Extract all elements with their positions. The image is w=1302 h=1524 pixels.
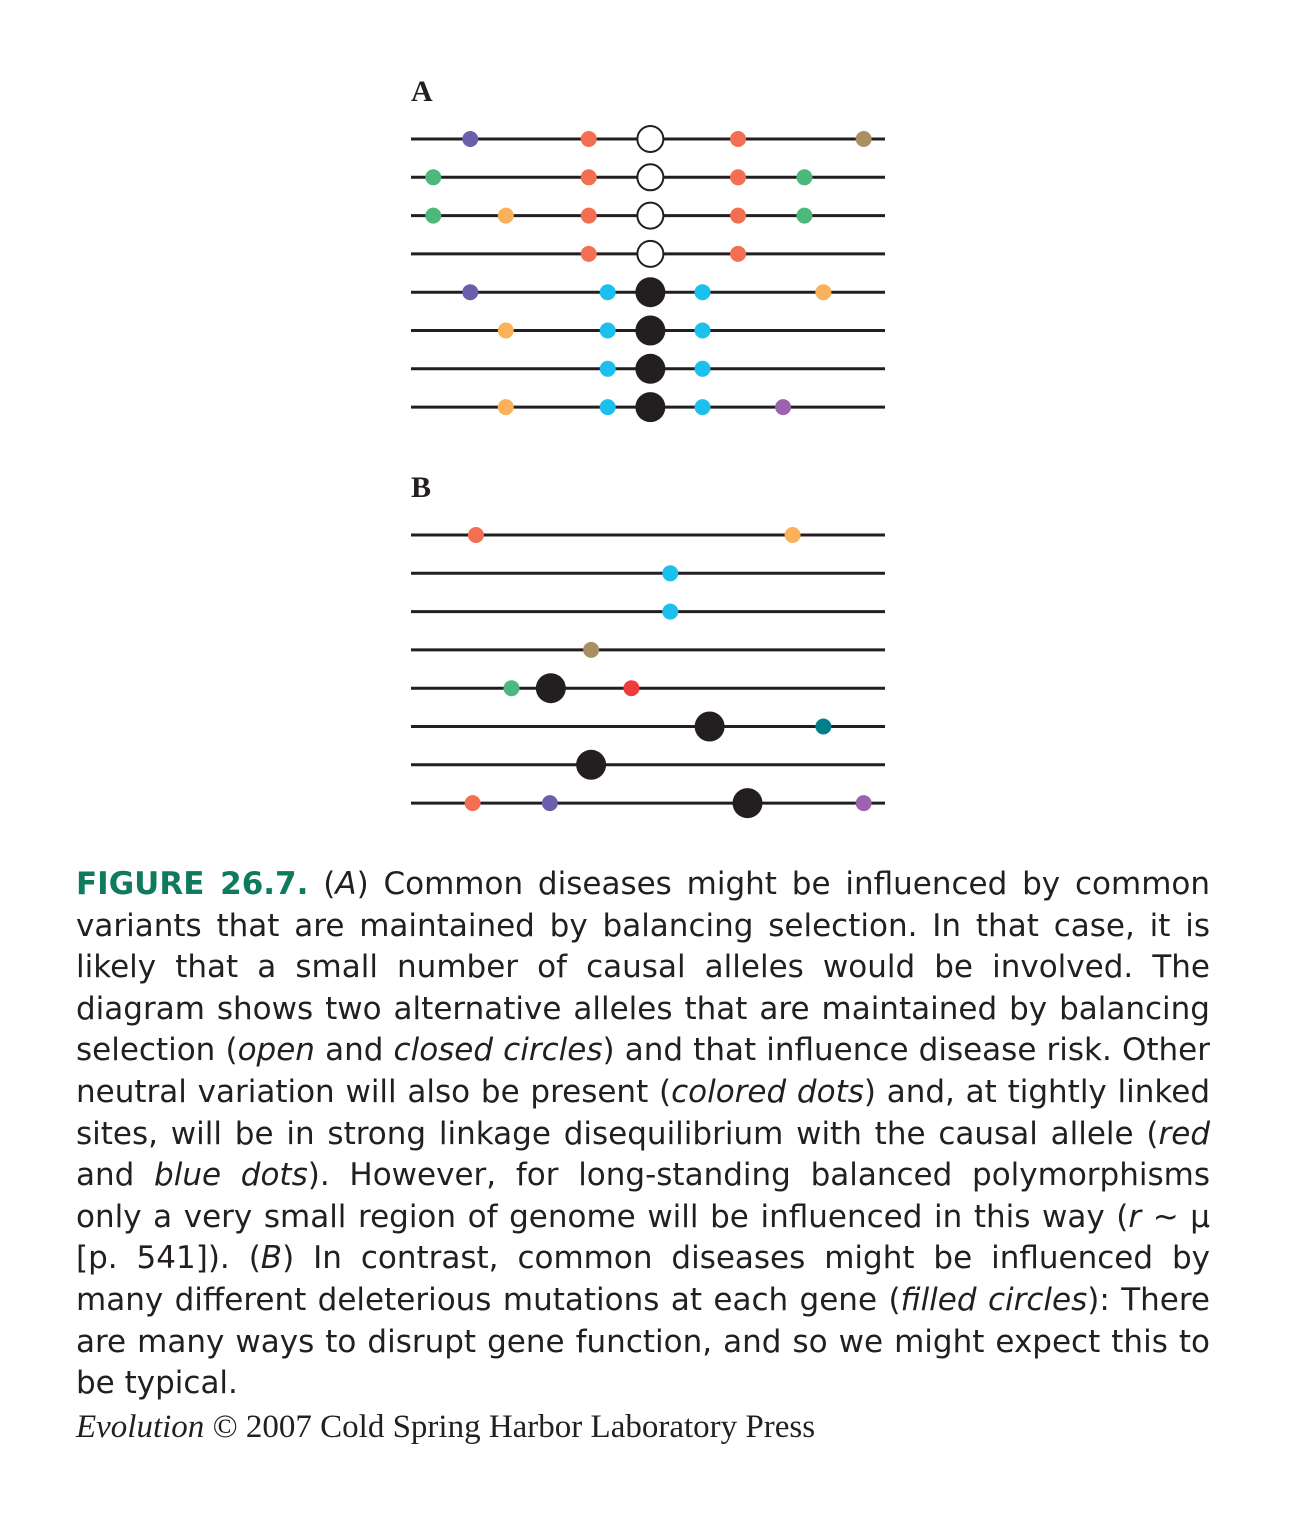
variant-dot [662, 565, 678, 581]
closed-circle-allele [576, 750, 606, 780]
caption-italic-text: closed circles [393, 1032, 603, 1069]
variant-dot [856, 131, 872, 147]
variant-dot [462, 131, 478, 147]
variant-dot [796, 169, 812, 185]
caption-italic-text: colored dots [671, 1073, 864, 1110]
variant-dot [600, 284, 616, 300]
caption-italic-text: B [260, 1240, 283, 1277]
caption-text: ). However, for long-standing balanced polymorphisms only a very small region of genome will be influenced in this way ( [76, 1157, 1210, 1235]
caption-text: ) In contrast, common diseases might be influenced by many different deleterious mutations at each gene ( [76, 1240, 1210, 1318]
variant-dot [425, 169, 441, 185]
variant-dot [623, 680, 639, 696]
panel-b-label: B [411, 471, 432, 504]
closed-circle-allele [635, 277, 665, 307]
caption-text: ) Common diseases might be influenced by common variants that are maintained by balancing selection. In that case, it is likely that a small number of causal alleles would be involved. The diagram shows two alternative alleles that are maintained by balancing selection ( [76, 866, 1211, 1069]
variant-dot [695, 323, 711, 339]
caption-italic-text: open [237, 1032, 315, 1069]
caption-text: ): There are many ways to disrupt gene function, and so we might expect this to be typical. [76, 1281, 1210, 1402]
variant-dot [581, 246, 597, 262]
caption-text: ) and that influence disease risk. Other neutral variation will also be present ( [76, 1032, 1210, 1110]
caption-text: and [314, 1032, 394, 1069]
closed-circle-allele [695, 712, 725, 742]
closed-circle-allele [536, 673, 566, 703]
variant-dot [498, 399, 514, 415]
variant-dot [730, 246, 746, 262]
variant-dot [468, 527, 484, 543]
panel-b [411, 471, 885, 818]
variant-dot [498, 208, 514, 224]
copyright-credit [76, 1409, 815, 1446]
figure-caption [76, 864, 1210, 1405]
credit-book-title: Evolution [76, 1409, 205, 1445]
credit-text: © 2007 Cold Spring Harbor Laboratory Press [204, 1409, 816, 1445]
caption-italic-text: filled circles [900, 1281, 1088, 1318]
closed-circle-allele [635, 354, 665, 384]
variant-dot [600, 323, 616, 339]
variant-dot [785, 527, 801, 543]
variant-dot [465, 795, 481, 811]
variant-dot [775, 399, 791, 415]
variant-dot [498, 323, 514, 339]
open-circle-allele [637, 241, 663, 267]
caption-italic-text: r [1128, 1198, 1142, 1235]
variant-dot [662, 604, 678, 620]
figure-label: FIGURE 26.7. [76, 866, 309, 902]
variant-dot [462, 284, 478, 300]
variant-dot [730, 131, 746, 147]
variant-dot [815, 719, 831, 735]
variant-dot [503, 680, 519, 696]
caption-text: and [76, 1157, 155, 1194]
caption-text: ( [308, 866, 336, 902]
open-circle-allele [637, 164, 663, 190]
closed-circle-allele [635, 392, 665, 422]
variant-dot [581, 208, 597, 224]
variant-dot [815, 284, 831, 300]
caption-text: ) and, at tightly linked sites, will be in strong linkage disequilibrium with the causal allele ( [76, 1073, 1211, 1152]
variant-dot [425, 208, 441, 224]
variant-dot [600, 399, 616, 415]
caption-italic-text: A [335, 866, 357, 902]
closed-circle-allele [733, 788, 763, 818]
variant-dot [730, 208, 746, 224]
variant-dot [581, 169, 597, 185]
closed-circle-allele [635, 316, 665, 346]
caption-italic-text: blue dots [154, 1157, 308, 1194]
variant-dot [695, 361, 711, 377]
variant-dot [695, 399, 711, 415]
variant-dot [730, 169, 746, 185]
variant-dot [796, 208, 812, 224]
open-circle-allele [637, 126, 663, 152]
variant-dot [542, 795, 558, 811]
variant-dot [600, 361, 616, 377]
caption-text: ~ μ [p. 541]). ( [76, 1198, 1211, 1277]
panel-a [411, 75, 885, 422]
variant-dot [581, 131, 597, 147]
panel-a-label: A [411, 75, 433, 108]
caption-italic-text: red [1158, 1115, 1210, 1152]
variant-dot [695, 284, 711, 300]
variant-dot [856, 795, 872, 811]
open-circle-allele [637, 203, 663, 229]
caption-body [76, 866, 1210, 1401]
variant-dot [583, 642, 599, 658]
